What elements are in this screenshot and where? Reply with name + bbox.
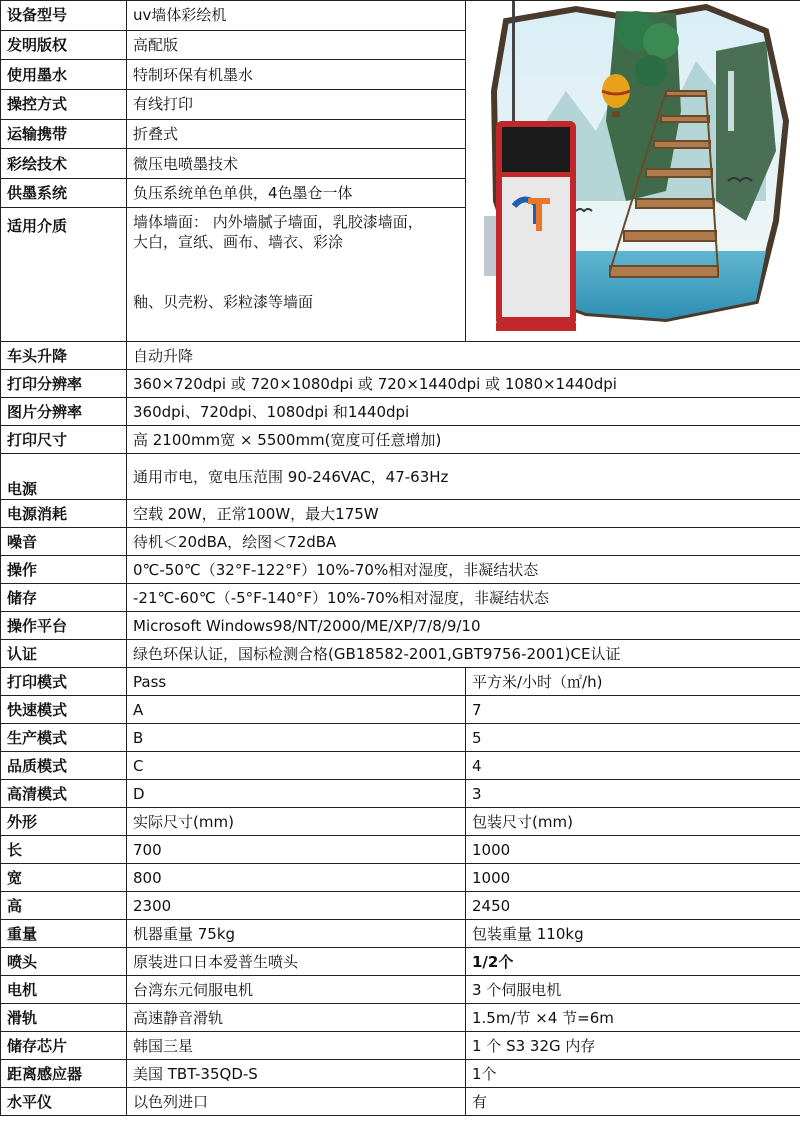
spec-row — [1, 1, 800, 31]
spec-label: 发明版权 — [1, 30, 127, 60]
spec-label: 水平仪 — [1, 1088, 127, 1116]
illustration-cell — [466, 1, 800, 342]
spec-row — [1, 668, 800, 696]
spec-label: 彩绘技术 — [1, 149, 127, 179]
spec-value: 360×720dpi 或 720×1080dpi 或 720×1440dpi 或 1080×1440dpi — [127, 370, 800, 398]
spec-label: 操作 — [1, 556, 127, 584]
spec-value-2: 2450 — [466, 892, 800, 920]
spec-value: 墙体墙面： 内外墙腻子墙面，乳胶漆墙面， 大白，宣纸、画布、墙衣、彩涂 釉、贝壳粉、彩粒漆等墙面 — [127, 208, 466, 342]
spec-value: 高配版 — [127, 30, 466, 60]
spec-value-1: 台湾东元伺服电机 — [127, 976, 466, 1004]
spec-value-2: 7 — [466, 696, 800, 724]
product-illustration — [466, 1, 800, 341]
spec-value-1: D — [127, 780, 466, 808]
spec-value-1: Pass — [127, 668, 466, 696]
spec-row — [1, 780, 800, 808]
spec-label: 使用墨水 — [1, 60, 127, 90]
spec-row — [1, 370, 800, 398]
spec-value-1: 以色列进口 — [127, 1088, 466, 1116]
spec-value: 待机＜20dBA，绘图＜72dBA — [127, 528, 800, 556]
spec-label: 电源消耗 — [1, 500, 127, 528]
spec-label: 操控方式 — [1, 89, 127, 119]
spec-value: 特制环保有机墨水 — [127, 60, 466, 90]
spec-label: 距离感应器 — [1, 1060, 127, 1088]
spec-value-2: 有 — [466, 1088, 800, 1116]
spec-value: 有线打印 — [127, 89, 466, 119]
spec-value-2: 5 — [466, 724, 800, 752]
spec-row — [1, 808, 800, 836]
spec-value-1: 机器重量 75kg — [127, 920, 466, 948]
spec-value-1: 高速静音滑轨 — [127, 1004, 466, 1032]
spec-value-2: 1个 — [466, 1060, 800, 1088]
spec-row — [1, 892, 800, 920]
spec-label: 品质模式 — [1, 752, 127, 780]
spec-label: 高清模式 — [1, 780, 127, 808]
spec-label: 适用介质 — [1, 208, 127, 342]
spec-row — [1, 1004, 800, 1032]
spec-value-1: 实际尺寸(mm) — [127, 808, 466, 836]
spec-value-2: 包装重量 110kg — [466, 920, 800, 948]
spec-row — [1, 640, 800, 668]
spec-label: 图片分辨率 — [1, 398, 127, 426]
spec-row — [1, 864, 800, 892]
spec-label: 储存芯片 — [1, 1032, 127, 1060]
spec-row — [1, 454, 800, 500]
spec-value: Microsoft Windows98/NT/2000/ME/XP/7/8/9/10 — [127, 612, 800, 640]
spec-value: 自动升降 — [127, 342, 800, 370]
spec-row — [1, 1032, 800, 1060]
spec-label: 生产模式 — [1, 724, 127, 752]
spec-label: 供墨系统 — [1, 178, 127, 208]
spec-value-2: 平方米/小时（㎡/h) — [466, 668, 800, 696]
spec-label: 噪音 — [1, 528, 127, 556]
spec-row — [1, 426, 800, 454]
spec-row — [1, 1060, 800, 1088]
spec-value: 绿色环保认证，国标检测合格(GB18582-2001,GBT9756-2001)CE认证 — [127, 640, 800, 668]
spec-label: 打印分辨率 — [1, 370, 127, 398]
spec-value: 高 2100mm宽 × 5500mm(宽度可任意增加) — [127, 426, 800, 454]
spec-row — [1, 696, 800, 724]
spec-row — [1, 724, 800, 752]
spec-value-2: 3 — [466, 780, 800, 808]
spec-value: 微压电喷墨技术 — [127, 149, 466, 179]
spec-label: 储存 — [1, 584, 127, 612]
spec-label: 打印尺寸 — [1, 426, 127, 454]
spec-label: 重量 — [1, 920, 127, 948]
spec-value-1: 800 — [127, 864, 466, 892]
spec-label: 认证 — [1, 640, 127, 668]
spec-value-1: 700 — [127, 836, 466, 864]
spec-value-2: 包装尺寸(mm) — [466, 808, 800, 836]
spec-value: 360dpi、720dpi、1080dpi 和1440dpi — [127, 398, 800, 426]
spec-row — [1, 528, 800, 556]
spec-label: 打印模式 — [1, 668, 127, 696]
spec-label: 运输携带 — [1, 119, 127, 149]
spec-label: 喷头 — [1, 948, 127, 976]
spec-value-1: C — [127, 752, 466, 780]
spec-value: 负压系统单色单供，4色墨仓一体 — [127, 178, 466, 208]
spec-row — [1, 1088, 800, 1116]
spec-value-2: 1000 — [466, 864, 800, 892]
spec-value-1: 韩国三星 — [127, 1032, 466, 1060]
spec-value-2: 3 个伺服电机 — [466, 976, 800, 1004]
spec-value-2: 1/2个 — [466, 948, 800, 976]
spec-row — [1, 920, 800, 948]
spec-label: 设备型号 — [1, 1, 127, 31]
spec-row — [1, 976, 800, 1004]
spec-value-1: 2300 — [127, 892, 466, 920]
spec-label: 快速模式 — [1, 696, 127, 724]
spec-value: 0℃-50℃（32°F-122°F）10%-70%相对湿度，非凝结状态 — [127, 556, 800, 584]
spec-value: 空载 20W，正常100W，最大175W — [127, 500, 800, 528]
spec-label: 电机 — [1, 976, 127, 1004]
spec-row — [1, 948, 800, 976]
spec-label: 高 — [1, 892, 127, 920]
spec-label: 操作平台 — [1, 612, 127, 640]
spec-value: -21℃-60℃（-5°F-140°F）10%-70%相对湿度，非凝结状态 — [127, 584, 800, 612]
spec-row — [1, 752, 800, 780]
spec-value — [127, 454, 800, 500]
spec-row — [1, 342, 800, 370]
spec-value-1: 美国 TBT-35QD-S — [127, 1060, 466, 1088]
spec-value: 折叠式 — [127, 119, 466, 149]
spec-row — [1, 836, 800, 864]
spec-value-1: B — [127, 724, 466, 752]
spec-label: 滑轨 — [1, 1004, 127, 1032]
spec-label: 外形 — [1, 808, 127, 836]
spec-value-2: 4 — [466, 752, 800, 780]
spec-label: 电源 — [1, 454, 127, 500]
spec-value-text: 通用市电，宽电压范围 90-246VAC，47-63Hz — [133, 467, 449, 486]
spec-value-2: 1000 — [466, 836, 800, 864]
spec-row — [1, 612, 800, 640]
spec-row — [1, 500, 800, 528]
spec-value-2: 1 个 S3 32G 内存 — [466, 1032, 800, 1060]
spec-value-1: A — [127, 696, 466, 724]
spec-row — [1, 556, 800, 584]
spec-value-2: 1.5m/节 ×4 节=6m — [466, 1004, 800, 1032]
spec-row — [1, 398, 800, 426]
spec-label: 长 — [1, 836, 127, 864]
spec-value: uv墙体彩绘机 — [127, 1, 466, 31]
spec-label: 宽 — [1, 864, 127, 892]
spec-value-1: 原装进口日本爱普生喷头 — [127, 948, 466, 976]
spec-row — [1, 584, 800, 612]
spec-label: 车头升降 — [1, 342, 127, 370]
